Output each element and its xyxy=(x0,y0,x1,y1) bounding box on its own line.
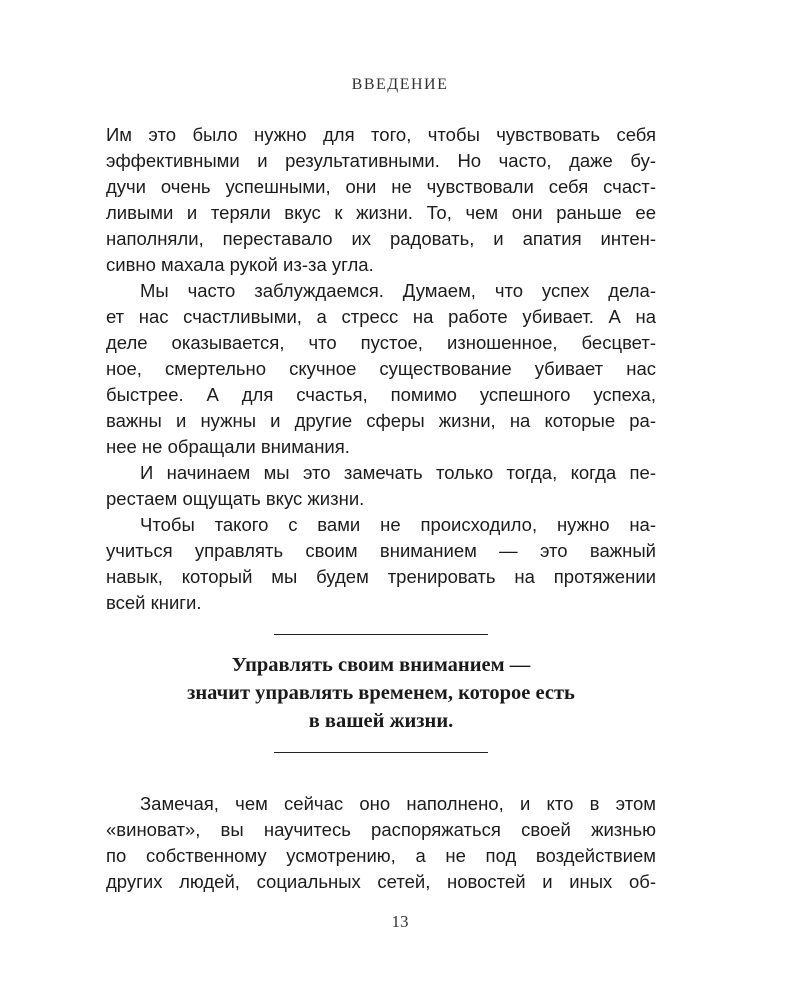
text-line: Мы часто заблуждаемся. Думаем, что успех дела- xyxy=(140,280,656,301)
text-line: «виноват», вы научитесь распоряжаться своей жизнью xyxy=(106,818,656,840)
text-line: ет нас счастливыми, а стресс на работе убивает. А на xyxy=(106,306,656,327)
text-line: ливыми и теряли вкус к жизни. То, чем они раньше ее xyxy=(106,202,656,223)
text-line: Чтобы такого с вами не происходило, нужно на- xyxy=(140,514,656,535)
text-line: учиться управлять своим вниманием — это важный xyxy=(106,540,656,561)
pull-quote xyxy=(106,634,656,753)
text-line: по собственному усмотрению, а не под воздействием xyxy=(106,844,656,866)
quote-line: в вашей жизни. xyxy=(308,710,454,732)
body-text-continued xyxy=(106,772,656,913)
text-line: всей книги. xyxy=(106,592,202,613)
top-rule-divider xyxy=(274,634,488,635)
text-line: нее не обращали внимания. xyxy=(106,436,350,457)
quote-line: Управлять своим вниманием — xyxy=(231,654,531,676)
paragraph xyxy=(106,512,656,616)
paragraph xyxy=(106,278,656,460)
text-line: деле оказывается, что пустое, изношенное, бесцвет- xyxy=(106,332,656,353)
text-line: рестаем ощущать вкус жизни. xyxy=(106,488,365,509)
text-line: быстрее. А для счастья, помимо успешного успеха, xyxy=(106,384,656,405)
text-line: И начинаем мы это замечать только тогда, когда пе- xyxy=(140,462,656,483)
body-text xyxy=(106,122,656,616)
text-line: эффективными и результативными. Но часто, даже бу- xyxy=(106,150,656,171)
paragraph xyxy=(106,122,656,278)
text-line: сивно махала рукой из-за угла. xyxy=(106,254,374,275)
quote-line: значит управлять временем, которое есть xyxy=(187,682,575,704)
text-line: других людей, социальных сетей, новостей и иных об- xyxy=(106,870,656,892)
paragraph xyxy=(106,460,656,512)
text-line: Им это было нужно для того, чтобы чувствовать себя xyxy=(106,124,656,145)
text-line: Замечая, чем сейчас оно наполнено, и кто в этом xyxy=(140,792,656,814)
pull-quote-text xyxy=(106,651,656,735)
text-line: дучи очень успешными, они не чувствовали себя счаст- xyxy=(106,176,656,197)
page-number: 13 xyxy=(391,912,409,931)
text-line: важны и нужны и другие сферы жизни, на которые ра- xyxy=(106,410,656,431)
bottom-rule-divider xyxy=(274,752,488,753)
running-head: ВВЕДЕНИЕ xyxy=(351,76,449,93)
text-line: ное, смертельно скучное существование убивает нас xyxy=(106,358,656,379)
paragraph xyxy=(106,791,656,895)
text-line: наполняли, переставало их радовать, и апатия интен- xyxy=(106,228,656,249)
text-line: навык, который мы будем тренировать на протяжении xyxy=(106,566,656,587)
